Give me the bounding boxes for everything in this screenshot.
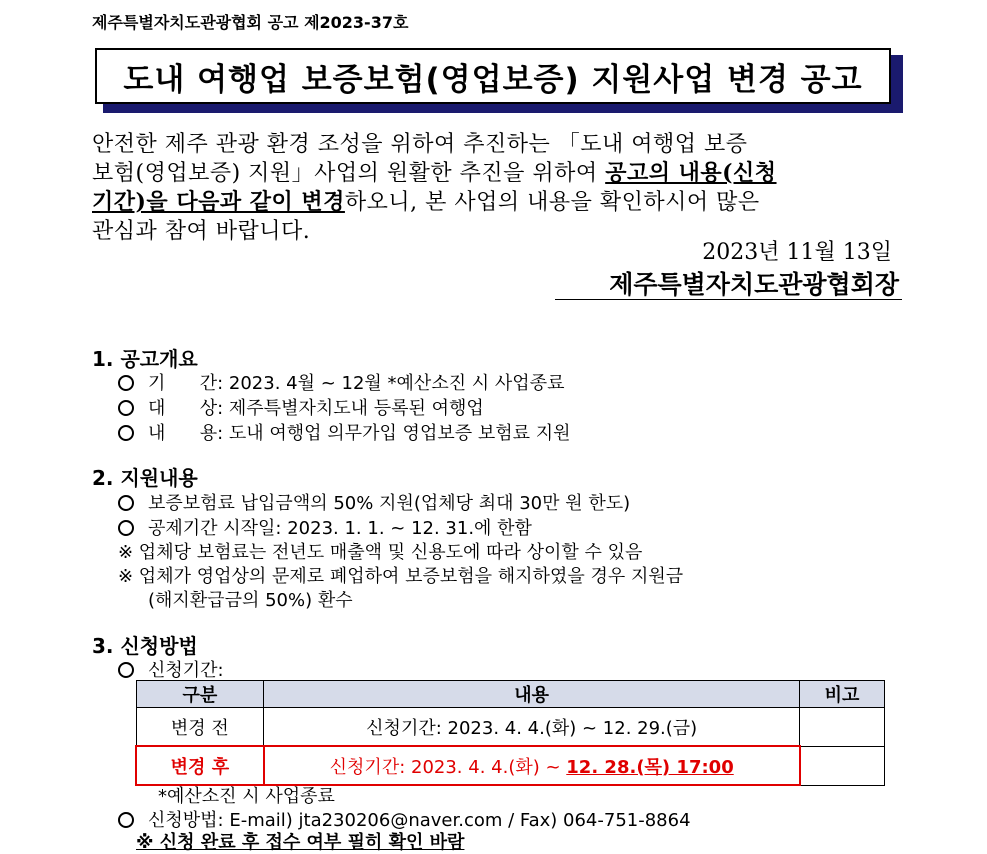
- intro-line-4: 관심과 참여 바랍니다.: [92, 219, 311, 244]
- intro-emphasis-1: 공고의 내용(신청: [605, 160, 777, 186]
- page-title: 도내 여행업 보증보험(영업보증) 지원사업 변경 공고: [95, 48, 891, 104]
- table-row: [136, 708, 885, 747]
- table-cell: [800, 746, 885, 785]
- budget-note: *예산소진 시 사업종료: [158, 786, 335, 807]
- section-2-heading: 2. 지원내용: [92, 466, 198, 490]
- intro-emphasis-2: 기간)을 다음과 같이 변경: [92, 189, 345, 215]
- period-table: [135, 680, 885, 786]
- table-cell: 변경 전: [136, 708, 264, 747]
- final-note: ※ 신청 완료 후 접수 여부 필히 확인 바람: [136, 832, 465, 853]
- notice-number: 제주특별자치도관광협회 공고 제2023-37호: [92, 13, 409, 32]
- section-1-item: 내 용: 도내 여행업 의무가입 영업보증 보험료 지원: [118, 419, 571, 445]
- org-underline: [555, 299, 902, 300]
- section-2-note-cont: (해지환급금의 50%) 환수: [148, 590, 353, 611]
- section-1-heading: 1. 공고개요: [92, 347, 198, 371]
- circle-bullet-icon: [118, 662, 134, 678]
- table-row: [136, 746, 885, 785]
- circle-bullet-icon: [118, 400, 134, 416]
- circle-bullet-icon: [118, 425, 134, 441]
- intro-line-2: [92, 156, 777, 187]
- section-1-item: 대 상: 제주특별자치도내 등록된 여행업: [118, 394, 484, 420]
- intro-line-3-text: 하오니, 본 사업의 내용을 확인하시어 많은: [344, 190, 760, 215]
- table-header: 구분: [136, 681, 264, 708]
- notice-date: 2023년 11월 13일: [702, 240, 892, 265]
- intro-line-1: 안전한 제주 관광 환경 조성을 위하여 추진하는 「도내 여행업 보증: [92, 132, 748, 157]
- section-2-item: 공제기간 시작일: 2023. 1. 1. ~ 12. 31.에 한함: [118, 514, 532, 540]
- circle-bullet-icon: [118, 375, 134, 391]
- table-header-row: [136, 681, 885, 708]
- circle-bullet-icon: [118, 520, 134, 536]
- table-cell: 신청기간: 2023. 4. 4.(화) ~ 12. 29.(금): [264, 708, 800, 747]
- section-2-note: ※ 업체당 보험료는 전년도 매출액 및 신용도에 따라 상이할 수 있음: [118, 542, 643, 563]
- section-1-item: 기 간: 2023. 4월 ~ 12월 *예산소진 시 사업종료: [118, 369, 564, 395]
- section-3-period: 신청기간:: [118, 656, 224, 682]
- table-cell: [800, 708, 885, 747]
- table-header: 비고: [800, 681, 885, 708]
- circle-bullet-icon: [118, 812, 134, 828]
- apply-method: 신청방법: E-mail) jta230206@naver.com / Fax) 064-751-8864: [118, 806, 691, 832]
- intro-line-3: [92, 185, 760, 216]
- circle-bullet-icon: [118, 495, 134, 511]
- section-3-heading: 3. 신청방법: [92, 634, 198, 658]
- section-2-item: 보증보험료 납입금액의 50% 지원(업체당 최대 30만 원 한도): [118, 489, 630, 515]
- table-cell: 신청기간: 2023. 4. 4.(화) ~ 12. 28.(목) 17:00: [264, 746, 800, 785]
- table-cell: 변경 후: [136, 746, 264, 785]
- table-header: 내용: [264, 681, 800, 708]
- organization-name: 제주특별자치도관광협회장: [609, 270, 899, 299]
- section-2-note: ※ 업체가 영업상의 문제로 폐업하여 보증보험을 해지하였을 경우 지원금: [118, 566, 684, 587]
- intro-line-2-text: 보험(영업보증) 지원」사업의 원활한 추진을 위하여: [92, 161, 606, 186]
